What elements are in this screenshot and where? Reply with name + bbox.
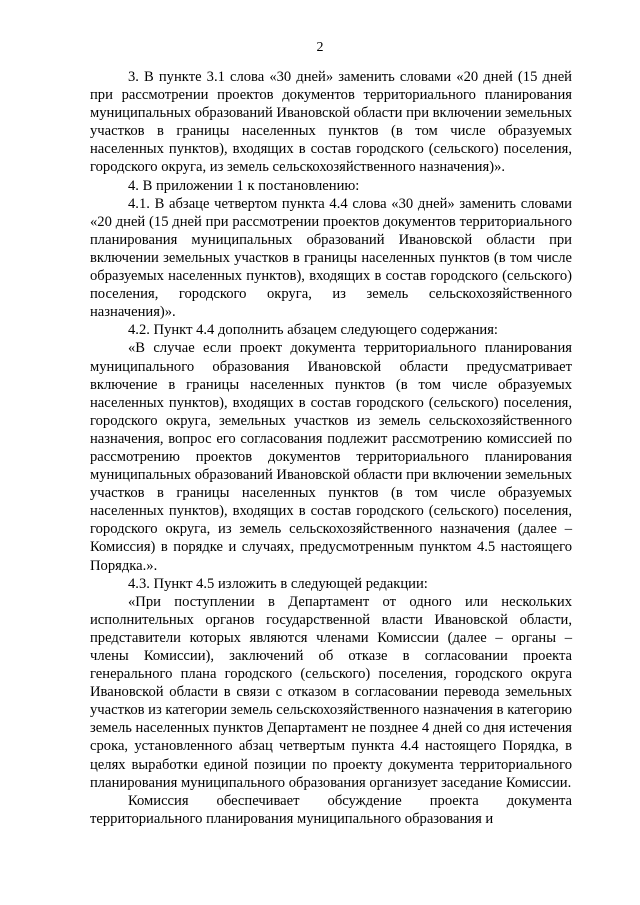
page-number: 2 bbox=[316, 40, 324, 55]
document-body bbox=[90, 68, 572, 828]
paragraph-quoted-new-text: «При поступлении в Департамент от одного или нескольких исполнительных органов государственной власти Ивановской области, представители которых являются членами Комиссии (далее – органы – члены Комиссии), заключений об отказе в согласовании проекта генерального плана городского (сельского) поселения, городского округа Ивановской области в связи с отказом в согласовании перевода земельных участков из категории земель сельскохозяйственного назначения в категорию земель населенных пунктов Департамент не позднее 4 дней со дня истечения срока, установленного абзац четвертым пункта 4.4 настоящего Порядка, в целях выработки единой позиции по проекту документа территориального планирования муниципального образования организует заседание Комиссии. bbox=[90, 593, 572, 791]
paragraph-item-3: 3. В пункте 3.1 слова «30 дней» заменить словами «20 дней (15 дней при рассмотрении проектов документов территориального планирования муниципальных образований Ивановской области при включении земельных участков в границы населенных пунктов (в том числе образуемых населенных пунктов), входящих в состав городского (сельского) поселения, городского округа, из земель сельскохозяйственного назначения)». bbox=[90, 69, 572, 176]
paragraph-item-4-3: 4.3. Пункт 4.5 изложить в следующей редакции: bbox=[128, 575, 428, 592]
paragraph-commission: Комиссия обеспечивает обсуждение проекта документа территориального планирования муниципального образования и bbox=[90, 792, 572, 827]
paragraph-item-4-2: 4.2. Пункт 4.4 дополнить абзацем следующего содержания: bbox=[128, 322, 498, 339]
paragraph-item-4-1: 4.1. В абзаце четвертом пункта 4.4 слова «30 дней» заменить словами «20 дней (15 дней при рассмотрении проектов документов территориального планирования муниципальных образований Ивановской области при включении земельных участков в границы населенных пунктов (в том числе образуемых населенных пунктов), входящих в состав городского (сельского) поселения, городского округа, из земель сельскохозяйственного назначения)». bbox=[90, 195, 572, 321]
paragraph-quoted-addition: «В случае если проект документа территориального планирования муниципального образования Ивановской области предусматривает включение в границы населенных пунктов (в том числе образуемых населенных пунктов), входящих в состав городского (сельского) поселения, городского округа, земельных участков из земель сельскохозяйственного назначения, вопрос его согласования подлежит рассмотрению комиссией по рассмотрению проектов документов территориального планирования муниципальных образований Ивановской области при включении земельных участков в границы населенных пунктов (в том числе образуемых населенных пунктов), входящих в состав городского (сельского) поселения, городского округа, из земель сельскохозяйственного назначения (далее – Комиссия) в порядке и случаях, предусмотренным пунктом 4.5 настоящего Порядка.». bbox=[90, 340, 572, 574]
paragraph-item-4-heading: 4. В приложении 1 к постановлению: bbox=[128, 177, 360, 194]
